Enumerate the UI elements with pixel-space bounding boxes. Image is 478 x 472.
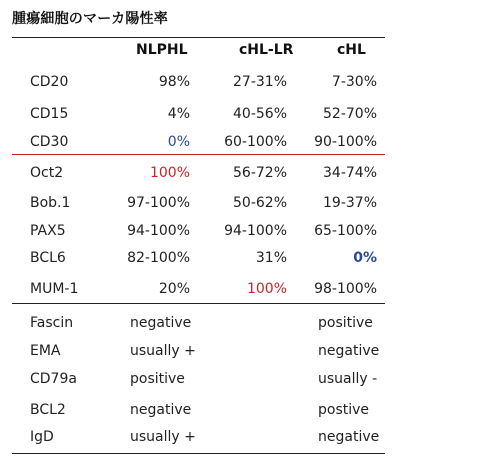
value-chl: 0% — [353, 250, 377, 266]
value-chl-lr: 31% — [255, 250, 287, 266]
table-row — [0, 250, 478, 272]
marker-name: CD20 — [30, 74, 69, 90]
value-chl-lr: 94-100% — [224, 223, 287, 239]
value-nlphl: 20% — [158, 281, 190, 297]
marker-name: CD15 — [30, 106, 69, 122]
table-row — [0, 315, 478, 337]
value-chl: usually - — [318, 371, 378, 387]
marker-name: BCL2 — [30, 402, 66, 418]
marker-name: EMA — [30, 343, 61, 359]
column-header-chl-lr: cHL-LR — [239, 42, 294, 58]
value-chl: 34-74% — [323, 165, 377, 181]
value-nlphl: 100% — [149, 165, 190, 181]
marker-name: MUM-1 — [30, 281, 79, 297]
marker-name: PAX5 — [30, 223, 66, 239]
value-chl-lr: 100% — [246, 281, 287, 297]
table-row — [0, 429, 478, 451]
value-chl-lr: 60-100% — [224, 134, 287, 150]
value-nlphl: negative — [130, 402, 192, 418]
marker-name: BCL6 — [30, 250, 66, 266]
value-chl: negative — [318, 343, 380, 359]
value-chl: 65-100% — [314, 223, 377, 239]
value-nlphl: usually + — [130, 343, 196, 359]
table-bottom-rule — [12, 453, 385, 454]
value-nlphl: 4% — [167, 106, 190, 122]
table-row — [0, 165, 478, 187]
value-nlphl: 98% — [158, 74, 190, 90]
page-title: 腫瘍細胞のマーカ陽性率 — [12, 11, 168, 27]
marker-name: CD30 — [30, 134, 69, 150]
value-nlphl: positive — [130, 371, 185, 387]
value-nlphl: 82-100% — [127, 250, 190, 266]
marker-name: CD79a — [30, 371, 77, 387]
table-section-rule — [12, 303, 385, 304]
value-chl: positive — [318, 315, 373, 331]
table-row — [0, 74, 478, 96]
value-nlphl: 0% — [167, 134, 190, 150]
marker-name: Oct2 — [30, 165, 64, 181]
table-row — [0, 106, 478, 128]
table-top-rule — [12, 37, 385, 38]
column-header-nlphl: NLPHL — [136, 42, 188, 58]
value-chl-lr: 27-31% — [233, 74, 287, 90]
value-chl: 90-100% — [314, 134, 377, 150]
red-divider-line — [12, 154, 385, 155]
value-nlphl: 94-100% — [127, 223, 190, 239]
value-chl: 19-37% — [323, 195, 377, 211]
value-nlphl: negative — [130, 315, 192, 331]
value-chl: 7-30% — [331, 74, 377, 90]
table-row — [0, 371, 478, 393]
marker-name: Bob.1 — [30, 195, 71, 211]
value-nlphl: 97-100% — [127, 195, 190, 211]
table-row — [0, 343, 478, 365]
value-nlphl: usually + — [130, 429, 196, 445]
table-row — [0, 195, 478, 217]
value-chl: postive — [318, 402, 370, 418]
value-chl: negative — [318, 429, 380, 445]
table-row — [0, 281, 478, 303]
marker-name: Fascin — [30, 315, 74, 331]
value-chl: 52-70% — [323, 106, 377, 122]
value-chl-lr: 40-56% — [233, 106, 287, 122]
column-header-chl: cHL — [337, 42, 366, 58]
table-row — [0, 223, 478, 245]
table-row — [0, 134, 478, 156]
value-chl: 98-100% — [314, 281, 377, 297]
marker-name: IgD — [30, 429, 54, 445]
table-row — [0, 402, 478, 424]
value-chl-lr: 50-62% — [233, 195, 287, 211]
value-chl-lr: 56-72% — [233, 165, 287, 181]
